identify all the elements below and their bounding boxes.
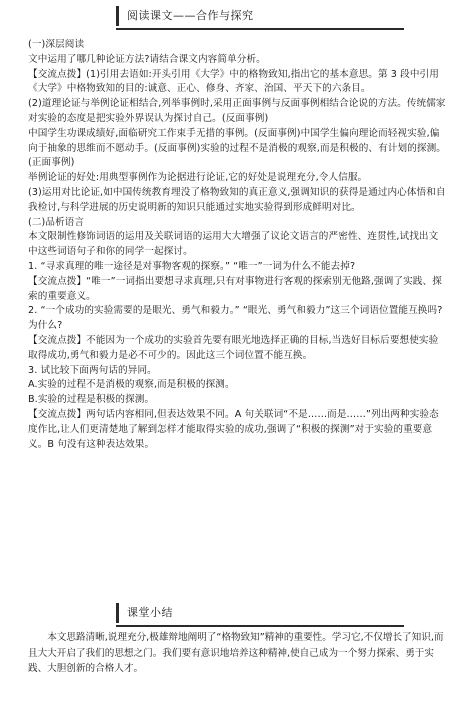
answer-citation: 【交流点拨】(1)引用去语如:开头引用《大学》中的格物致知,指出它的基本意思。第 3 段中引用《大学》中格物致知的目的:诚意、正心、修身、齐家、治国、平天下的六条目。 — [28, 68, 439, 95]
answer-reasoning-examples: (2)道理论证与举例论证相结合,列举事例时,采用正面事例与反面事例相结合论说的方法。传统儒家对实验的态度是把实验外界误认为探讨自己。(反面事例) — [28, 98, 446, 124]
reading-section-body — [28, 38, 446, 452]
sentence-b: B.实验的过程是积极的探测。 — [28, 394, 155, 406]
sentence-a: A.实验的过程不是消极的观察,而是积极的探测。 — [28, 379, 235, 391]
subheading-deep-reading: (一)深层阅读 — [28, 39, 85, 50]
language-intro: 本文限制性修饰词语的运用及关联词语的运用大大增强了议论文语言的严密性、连贯性,试找出文中这些词语句子和你的同学一起探讨。 — [28, 231, 439, 258]
summary-text: 本文思路清晰,说理充分,极雄辩地阐明了“格物致知”精神的重要性。学习它,不仅增长了知识,而且大大开启了我们的思想之门。我们要有意识地培养这种精神,使自己成为一个努力探索、勇于实践、大胆创新的合格人才。 — [28, 632, 444, 674]
question-2: 2. “一个成功的实验需要的是眼光、勇气和毅力。” “眼光、勇气和毅力”这三个词语位置能互换吗?为什么? — [28, 305, 443, 332]
section-header-summary — [116, 603, 404, 627]
answer-1: 【交流点拨】“唯一”一词指出要想寻求真理,只有对事物进行客观的探索别无他路,强调了实践、探索的重要意义。 — [28, 275, 442, 302]
section-header-reading — [116, 6, 404, 30]
answer-examples-detail: 中国学生功课成绩好,面临研究工作束手无措的事例。(反面事例)中国学生偏向理论而轻视实验,偏向于抽象的思维而不愿动手。(反面事例)实验的过程不是消极的观察,而是积极的、有计划的探测。(正面事例) — [28, 127, 446, 169]
section-title-reading: 阅读课文——合作与探究 — [116, 6, 254, 26]
section-title-summary: 课堂小结 — [116, 603, 173, 623]
subheading-language-analysis: (二)品析语言 — [28, 216, 85, 228]
summary-section — [28, 630, 446, 677]
question-argument-methods: 文中运用了哪几种论证方法?请结合课文内容简单分析。 — [28, 53, 266, 65]
question-3: 3. 试比较下面两句话的异同。 — [28, 364, 157, 376]
answer-3: 【交流点拨】两句话内容相同,但表达效果不同。A 句关联词“不是……而是……”列出两种实验态度作比,让人们更清楚地了解到怎样才能取得实验的成功,强调了“积极的探测”对于实验的重要意义。B 句没有这种表达效果。 — [28, 408, 439, 450]
answer-2: 【交流点拨】不能因为一个成功的实验首先要有眼光地选择正确的目标,当选好目标后要想使实验取得成功,勇气和毅力是必不可少的。因此这三个词位置不能互换。 — [28, 334, 439, 361]
answer-contrast: (3)运用对比论证,如中国传统教育埋没了格物致知的真正意义,强调知识的获得是通过内心体悟和自我检讨,与科学进展的历史说明新的知识只能通过实地实验得到形成鲜明对比。 — [28, 186, 446, 213]
answer-example-benefit: 举例论证的好处:用典型事例作为论据进行论证,它的好处是说理充分,令人信服。 — [28, 172, 368, 184]
question-1: 1. “寻求真理的唯一途径是对事物客观的探察。” “唯一”一词为什么不能去掉? — [28, 260, 356, 272]
